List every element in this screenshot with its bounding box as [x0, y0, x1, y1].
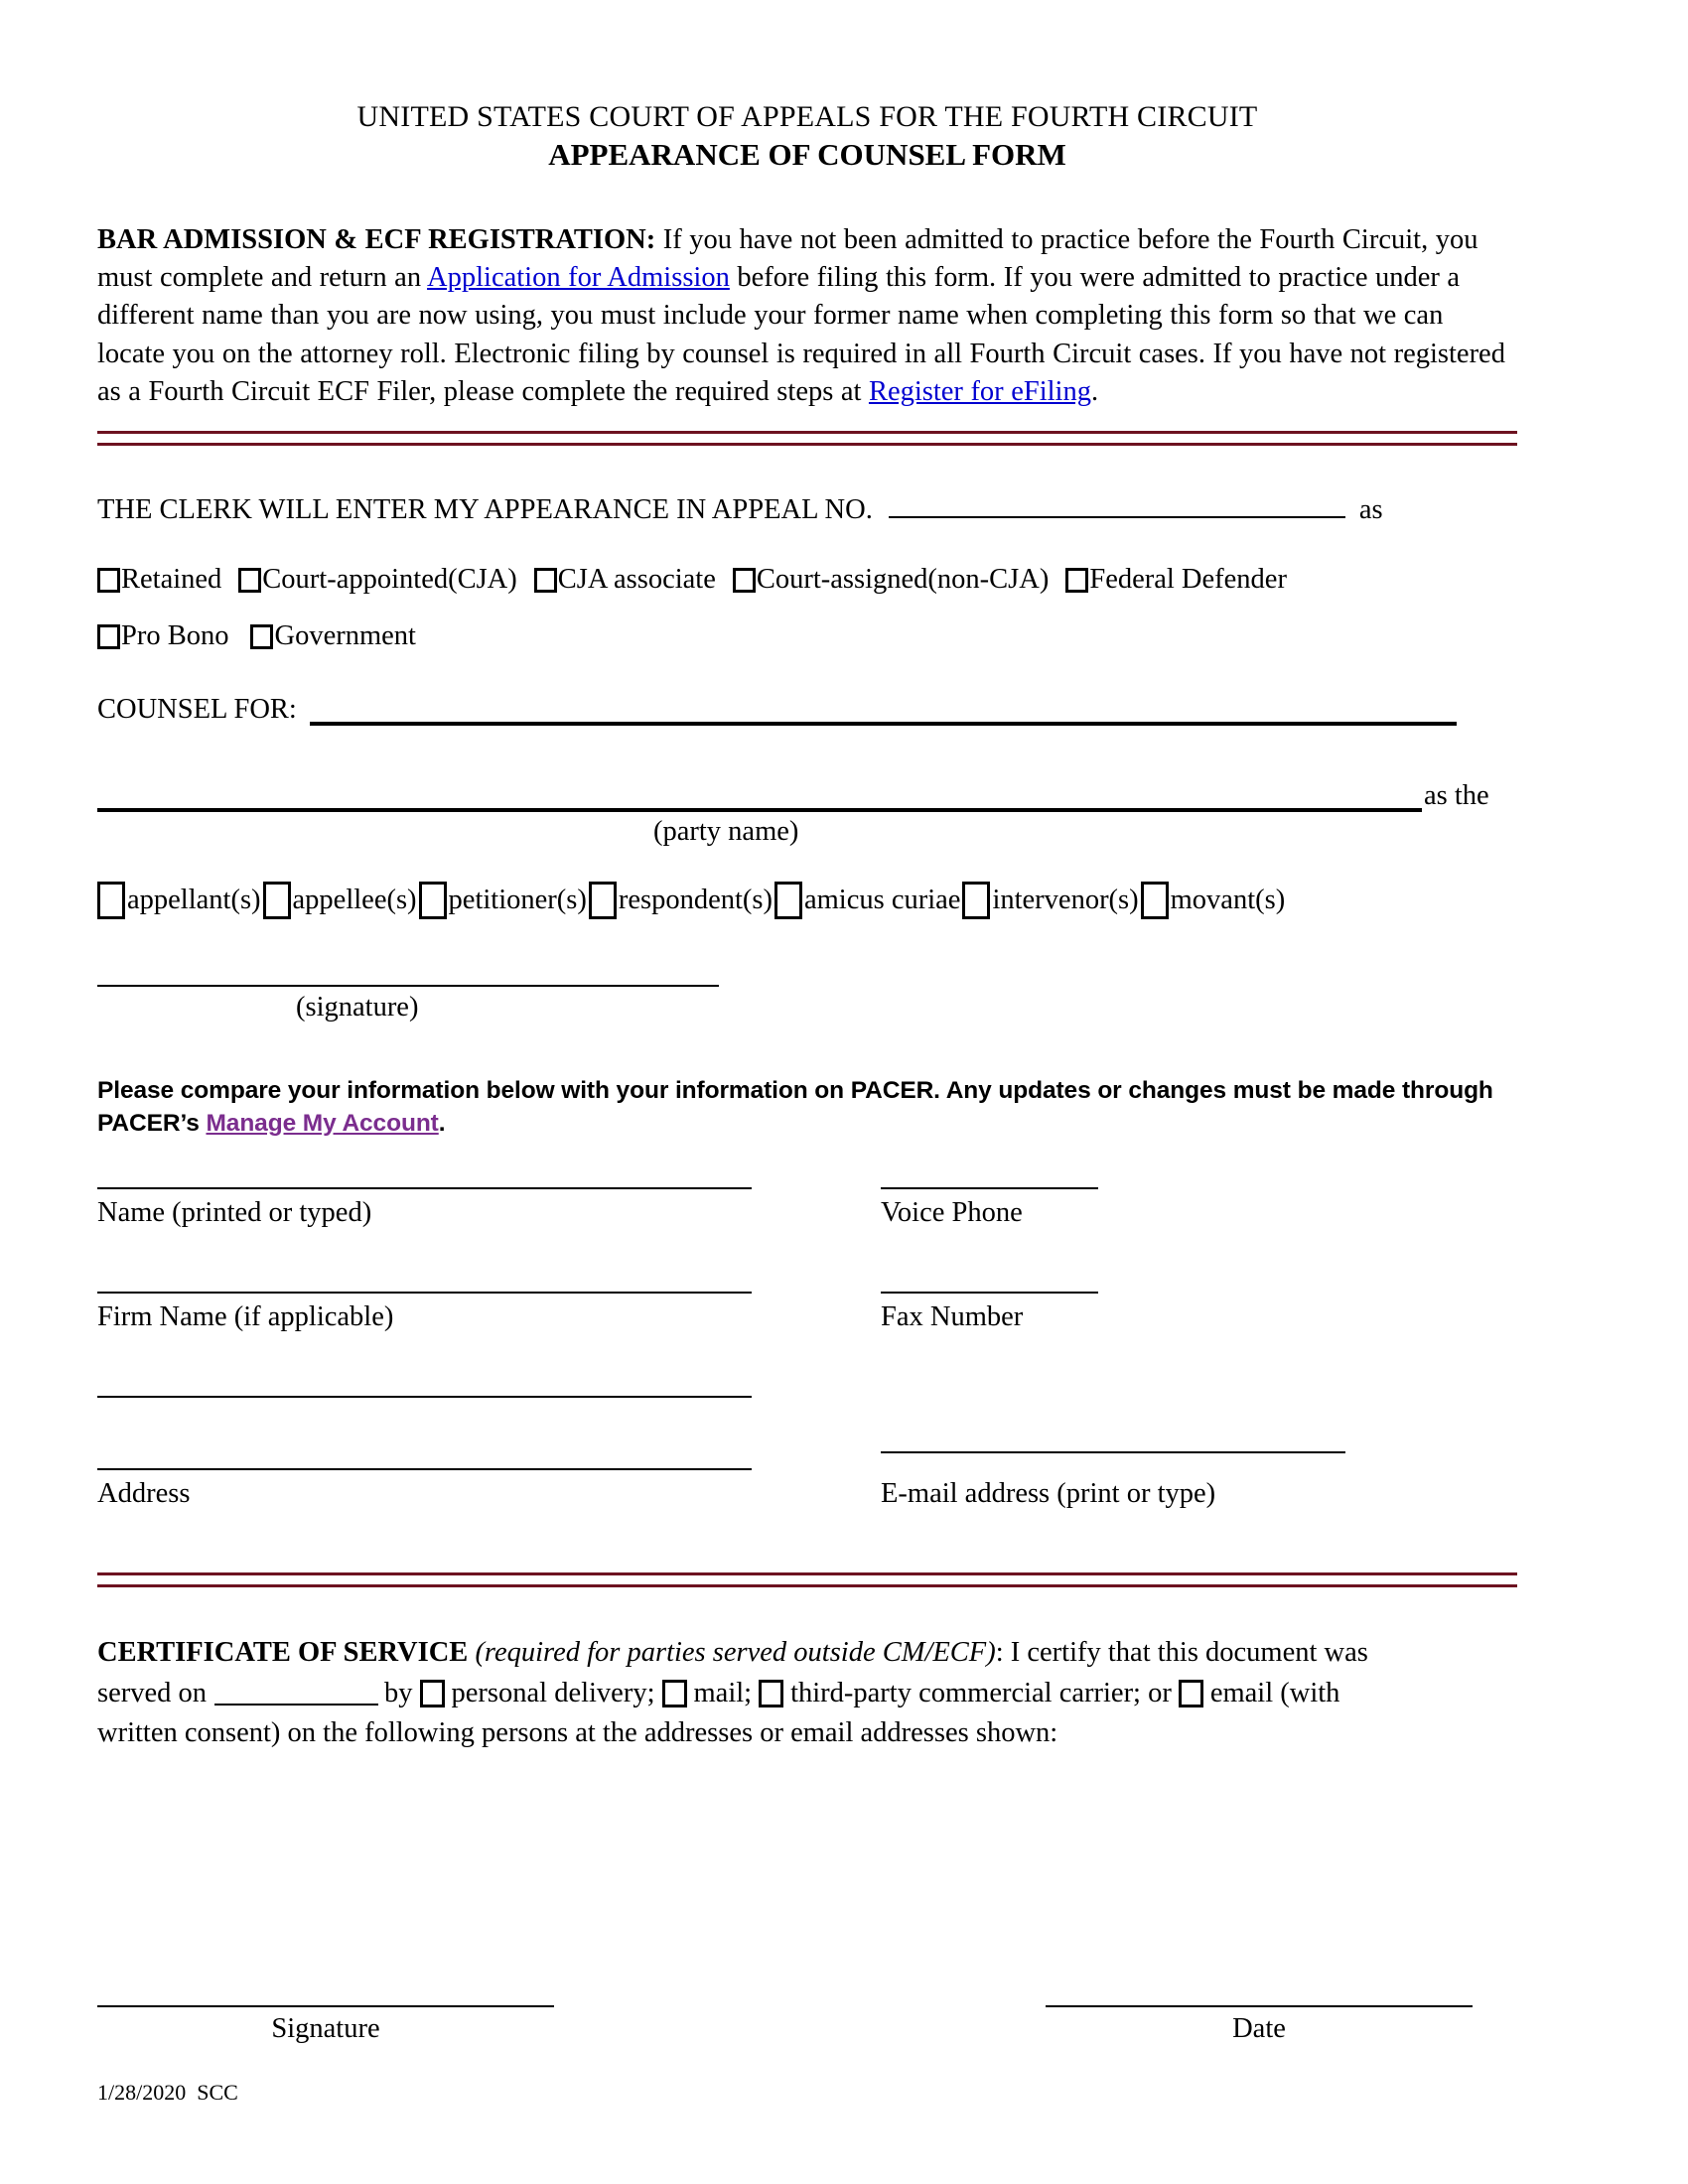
checkbox-label: Court-assigned(non-CJA)	[756, 564, 1050, 596]
party-name-row	[97, 780, 1517, 812]
bar-admission-paragraph	[97, 221, 1517, 412]
form-content	[97, 0, 1517, 2085]
checkbox-label: CJA associate	[557, 564, 716, 596]
checkbox-cja-associate[interactable]	[534, 564, 716, 596]
pacer-text-2: .	[438, 1109, 446, 1137]
checkbox-intervenor[interactable]	[962, 882, 1138, 919]
page-title: APPEARANCE OF COUNSEL FORM	[548, 137, 1066, 173]
register-for-efiling-link[interactable]: Register for eFiling	[868, 375, 1091, 407]
checkbox-label-personal-delivery: personal delivery;	[451, 1678, 655, 1709]
checkbox-label: movant(s)	[1170, 885, 1286, 916]
checkbox-box-icon[interactable]	[238, 568, 261, 593]
checkbox-box-icon[interactable]	[97, 882, 125, 919]
address-input[interactable]	[97, 1468, 752, 1470]
bar-admission-text-2: before filing this form. If you were admitted to practice under a different name than you are now using, you must include your former name when completing this form so that we can locate you on the attorney roll. Electronic filing by counsel is required in all Fourth Circuit cases. If you have not registered as a Fourth Circuit ECF Filer, please complete the required steps at	[97, 261, 1505, 407]
checkbox-label: Pro Bono	[121, 620, 229, 652]
party-name-caption: (party name)	[653, 816, 799, 848]
pacer-text-1: Please compare your information below with your information on PACER. Any updates or changes must be made through PACER’s	[97, 1077, 1493, 1137]
certificate-italic-note: (required for parties served outside CM/ECF)	[468, 1636, 996, 1668]
checkbox-amicus-curiae[interactable]	[774, 882, 960, 919]
checkbox-box-icon[interactable]	[1141, 882, 1169, 919]
application-for-admission-link[interactable]: Application for Admission	[427, 261, 730, 293]
signature-input[interactable]	[97, 981, 719, 987]
bottom-date-input[interactable]	[1046, 2005, 1473, 2007]
signature-caption: (signature)	[296, 992, 419, 1024]
checkbox-movant[interactable]	[1141, 882, 1286, 919]
voice-phone-input[interactable]	[881, 1187, 1098, 1189]
checkbox-mail[interactable]	[662, 1680, 687, 1707]
bottom-date-label: Date	[1232, 2012, 1286, 2044]
court-name: UNITED STATES COURT OF APPEALS FOR THE FOURTH CIRCUIT	[356, 100, 1258, 133]
party-role-row	[97, 882, 1517, 919]
address-line2-input[interactable]	[97, 1396, 752, 1398]
checkbox-label: Retained	[121, 564, 222, 596]
certificate-line-2	[97, 1674, 1517, 1712]
checkbox-respondent[interactable]	[589, 882, 773, 919]
checkbox-box-icon[interactable]	[962, 882, 990, 919]
checkbox-label: Government	[274, 620, 416, 652]
checkbox-federal-defender[interactable]	[1065, 564, 1287, 596]
checkbox-government[interactable]	[250, 620, 415, 652]
signature-block	[97, 981, 1517, 1024]
checkbox-label-mail: mail;	[693, 1678, 753, 1709]
voice-phone-label: Voice Phone	[881, 1196, 1023, 1228]
appeal-number-label: THE CLERK WILL ENTER MY APPEARANCE IN APPEAL NO.	[97, 494, 873, 526]
divider-bottom-wrap	[97, 1572, 1517, 1587]
appeal-number-row	[97, 486, 1517, 526]
bottom-signature-block	[97, 2005, 1517, 2085]
bottom-signature-label: Signature	[271, 2012, 380, 2044]
representation-type-row-2	[97, 620, 1517, 652]
checkbox-label: petitioner(s)	[448, 885, 587, 916]
manage-my-account-link[interactable]: Manage My Account	[206, 1109, 439, 1137]
served-on-label: served on	[97, 1678, 208, 1709]
checkbox-label: amicus curiae	[803, 885, 961, 916]
checkbox-email[interactable]	[1179, 1680, 1203, 1707]
email-label: E-mail address (print or type)	[881, 1477, 1216, 1509]
checkbox-label: appellee(s)	[292, 885, 417, 916]
checkbox-appellee[interactable]	[263, 882, 417, 919]
checkbox-label: intervenor(s)	[992, 885, 1139, 916]
counsel-for-label: COUNSEL FOR:	[97, 694, 297, 726]
served-by-label: by	[384, 1678, 413, 1709]
checkbox-box-icon[interactable]	[774, 882, 802, 919]
checkbox-label: Court-appointed(CJA)	[262, 564, 517, 596]
checkbox-box-icon[interactable]	[250, 624, 273, 649]
party-name-input[interactable]	[97, 786, 1422, 812]
pacer-notice	[97, 1075, 1517, 1140]
checkbox-label-email: email (with	[1209, 1678, 1340, 1709]
fax-number-input[interactable]	[881, 1292, 1098, 1294]
email-input[interactable]	[881, 1451, 1345, 1453]
bar-admission-text-1: If you have not been admitted to practice before the Fourth Circuit, you must complete and return an	[97, 223, 1478, 293]
certificate-line-3: written consent) on the following persons at the addresses or email addresses shown:	[97, 1716, 1058, 1748]
checkbox-box-icon[interactable]	[97, 624, 120, 649]
certificate-line-1	[97, 1633, 1517, 1672]
certificate-text-1: : I certify that this document was	[995, 1636, 1368, 1668]
checkbox-retained[interactable]	[97, 564, 221, 596]
divider-top	[97, 431, 1517, 446]
contact-row-name	[97, 1187, 1517, 1292]
served-on-date-input[interactable]	[214, 1682, 378, 1706]
address-label: Address	[97, 1477, 191, 1509]
checkbox-petitioner[interactable]	[419, 882, 587, 919]
name-label: Name (printed or typed)	[97, 1196, 372, 1228]
checkbox-appellant[interactable]	[97, 882, 261, 919]
bar-admission-text-3: .	[1090, 375, 1099, 407]
checkbox-third-party-carrier[interactable]	[759, 1680, 783, 1707]
checkbox-box-icon[interactable]	[263, 882, 291, 919]
checkbox-label: Federal Defender	[1089, 564, 1287, 596]
checkbox-court-assigned-non-cja[interactable]	[733, 564, 1049, 596]
party-as-the-text: as the	[1424, 780, 1489, 812]
bar-admission-heading: BAR ADMISSION & ECF REGISTRATION:	[97, 223, 656, 255]
checkbox-personal-delivery[interactable]	[420, 1680, 445, 1707]
checkbox-pro-bono[interactable]	[97, 620, 228, 652]
checkbox-box-icon[interactable]	[534, 568, 557, 593]
contact-fields	[97, 1187, 1517, 1572]
checkbox-box-icon[interactable]	[589, 882, 617, 919]
name-input[interactable]	[97, 1187, 752, 1189]
contact-row-address	[97, 1468, 1517, 1572]
fax-number-label: Fax Number	[881, 1300, 1024, 1332]
contact-row-firm	[97, 1292, 1517, 1396]
firm-name-input[interactable]	[97, 1292, 752, 1294]
bottom-signature-input[interactable]	[97, 2005, 554, 2007]
checkbox-label: appellant(s)	[127, 885, 261, 916]
counsel-for-input[interactable]	[310, 700, 1457, 726]
certificate-of-service	[97, 1633, 1517, 1752]
firm-name-label: Firm Name (if applicable)	[97, 1300, 394, 1332]
divider-top-wrap	[97, 431, 1517, 446]
counsel-for-row	[97, 694, 1517, 726]
checkbox-box-icon[interactable]	[1065, 568, 1088, 593]
representation-type-row-1	[97, 564, 1517, 596]
appeal-as-text: as	[1358, 494, 1383, 526]
checkbox-box-icon[interactable]	[419, 882, 447, 919]
revision-stamp: 1/28/2020 SCC	[97, 2080, 238, 2105]
checkbox-box-icon[interactable]	[733, 568, 756, 593]
checkbox-box-icon[interactable]	[97, 568, 120, 593]
checkbox-label: respondent(s)	[618, 885, 773, 916]
appeal-number-input[interactable]	[889, 486, 1345, 518]
checkbox-court-appointed-cja[interactable]	[238, 564, 516, 596]
contact-row-address-line2	[97, 1396, 1517, 1468]
divider-bottom	[97, 1572, 1517, 1587]
certificate-heading: CERTIFICATE OF SERVICE	[97, 1636, 469, 1668]
checkbox-label-third-party-carrier: third-party commercial carrier; or	[790, 1678, 1172, 1709]
